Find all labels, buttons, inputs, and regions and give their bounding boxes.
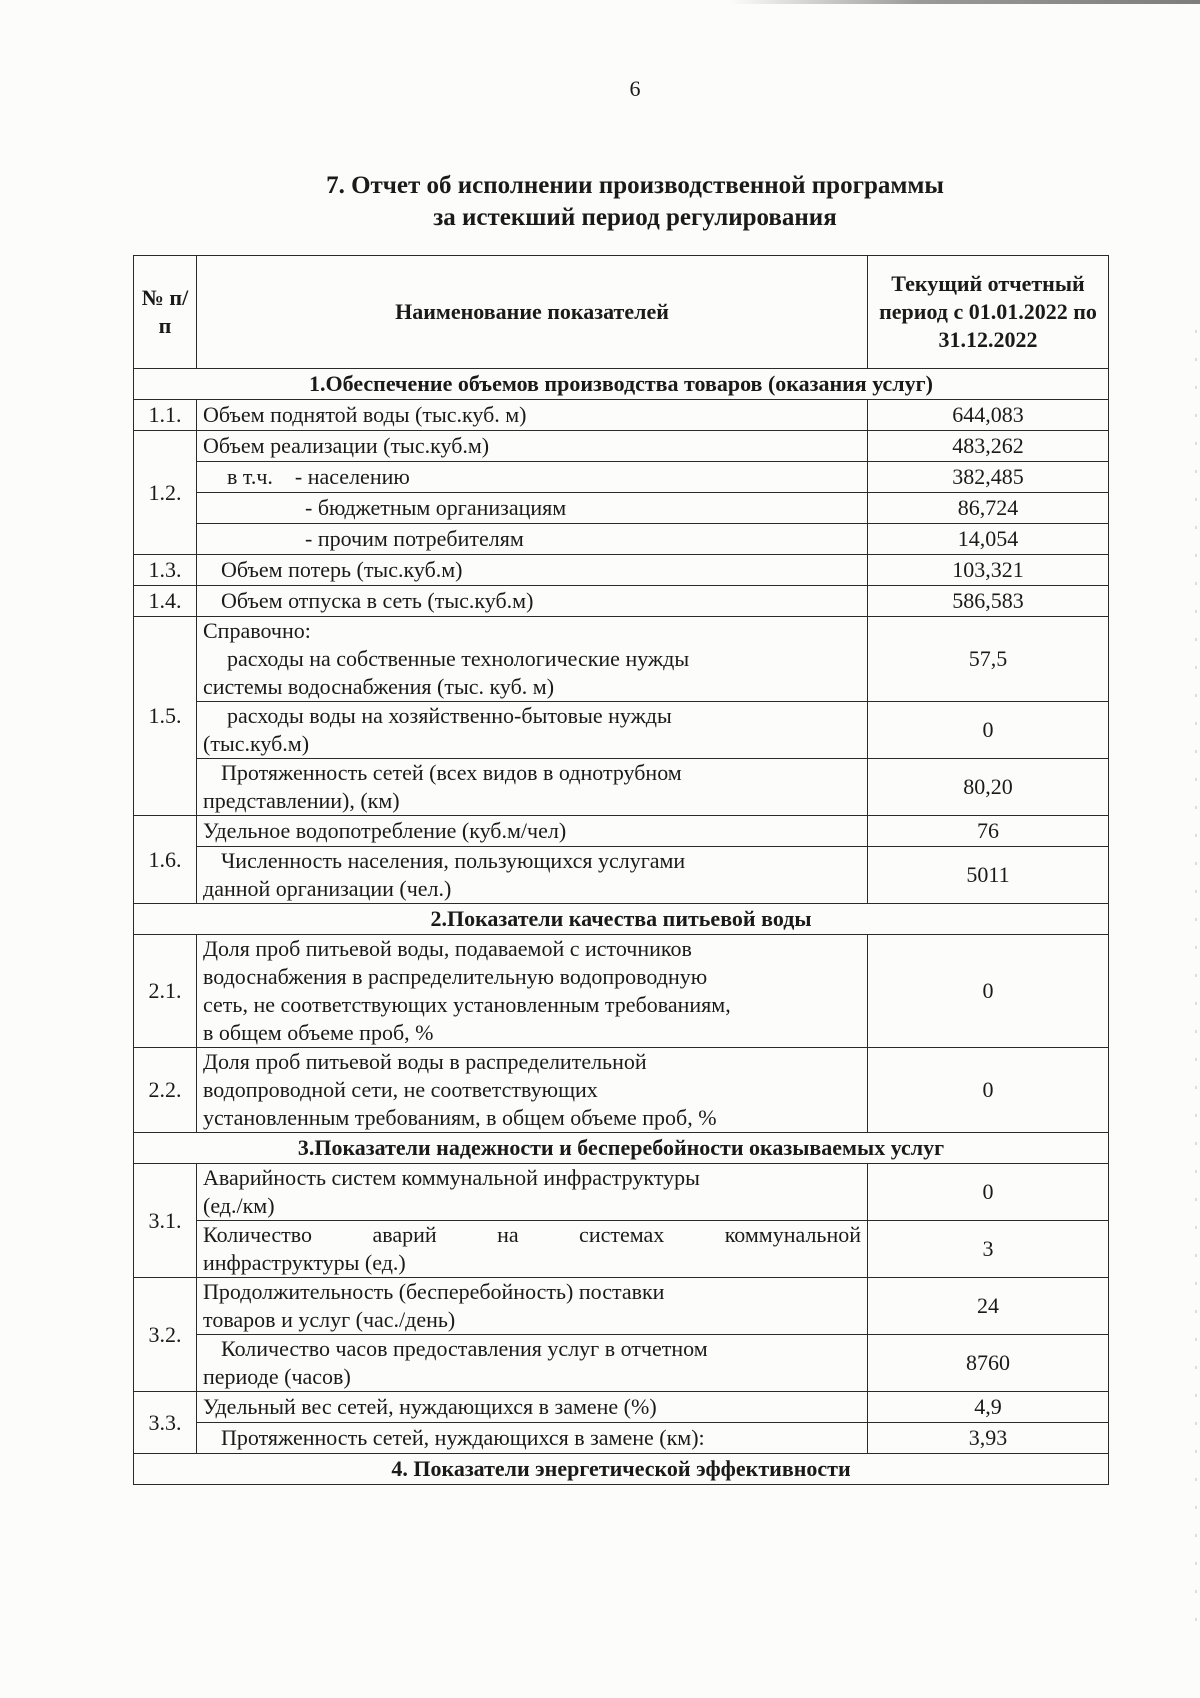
row-name: в т.ч. - населению	[197, 462, 868, 493]
row-name	[197, 935, 868, 1048]
section-row-2	[134, 904, 1109, 935]
row-number: 1.5.	[134, 617, 197, 816]
table-row	[134, 1423, 1109, 1454]
table-row	[134, 400, 1109, 431]
row-number: 2.2.	[134, 1048, 197, 1133]
row-name-line: Аварийность систем коммунальной инфраструктуры	[203, 1165, 700, 1190]
row-value: 3	[868, 1221, 1109, 1278]
row-name: Объем отпуска в сеть (тыс.куб.м)	[197, 586, 868, 617]
production-program-report-table	[133, 255, 1109, 1485]
row-name-line: в общем объеме проб, %	[203, 1020, 434, 1045]
table-row	[134, 493, 1109, 524]
row-value: 0	[868, 702, 1109, 759]
row-label: Справочно:	[203, 618, 311, 643]
row-name-line: данной организации (чел.)	[203, 876, 452, 901]
table-row	[134, 1335, 1109, 1392]
row-value: 57,5	[868, 617, 1109, 702]
section-row-1	[134, 369, 1109, 400]
row-number: 1.6.	[134, 816, 197, 904]
row-number: 1.1.	[134, 400, 197, 431]
table-row	[134, 617, 1109, 702]
section-heading: 4. Показатели энергетической эффективности	[134, 1454, 1109, 1485]
row-name-line: периоде (часов)	[203, 1364, 351, 1389]
row-name-line: Продолжительность (бесперебойность) поставки	[203, 1279, 665, 1304]
header-current-period: Текущий отчетный период с 01.01.2022 по 31.12.2022	[868, 256, 1109, 369]
section-heading: 1.Обеспечение объемов производства товаров (оказания услуг)	[134, 369, 1109, 400]
row-name-line: (ед./км)	[203, 1193, 275, 1218]
row-name: Объем поднятой воды (тыс.куб. м)	[197, 400, 868, 431]
table-row	[134, 1048, 1109, 1133]
table-row	[134, 702, 1109, 759]
row-value: 382,485	[868, 462, 1109, 493]
scan-margin-artifact	[1195, 330, 1197, 1630]
row-name: Протяженность сетей, нуждающихся в замене (км):	[197, 1423, 868, 1454]
row-name-line: расходы воды на хозяйственно-бытовые нужды	[227, 703, 672, 728]
row-name-line: расходы на собственные технологические нужды	[227, 646, 690, 671]
row-name-line: Численность населения, пользующихся услугами	[221, 848, 686, 873]
header-number: № п/п	[134, 256, 197, 369]
table-row	[134, 935, 1109, 1048]
row-value: 8760	[868, 1335, 1109, 1392]
row-value: 0	[868, 1048, 1109, 1133]
scan-edge-artifact	[730, 0, 1200, 4]
row-value: 0	[868, 1164, 1109, 1221]
row-name	[197, 1335, 868, 1392]
row-name: Удельное водопотребление (куб.м/чел)	[197, 816, 868, 847]
row-name: - прочим потребителям	[197, 524, 868, 555]
row-number: 3.3.	[134, 1392, 197, 1454]
row-value: 5011	[868, 847, 1109, 904]
row-name-line: Количество аварий на системах коммунальной	[203, 1222, 861, 1247]
table-row	[134, 759, 1109, 816]
row-value: 3,93	[868, 1423, 1109, 1454]
row-value: 76	[868, 816, 1109, 847]
row-name	[197, 759, 868, 816]
row-name-line: Доля проб питьевой воды в распределительной	[203, 1049, 647, 1074]
row-name: Объем потерь (тыс.куб.м)	[197, 555, 868, 586]
row-name-line: инфраструктуры (ед.)	[203, 1250, 406, 1275]
section-title-line-1: 7. Отчет об исполнении производственной программы	[326, 172, 944, 199]
section-heading: 2.Показатели качества питьевой воды	[134, 904, 1109, 935]
row-name-line: системы водоснабжения (тыс. куб. м)	[203, 674, 555, 699]
row-name	[197, 1164, 868, 1221]
section-row-3	[134, 1133, 1109, 1164]
row-name-line: товаров и услуг (час./день)	[203, 1307, 456, 1332]
table-row	[134, 524, 1109, 555]
row-number: 3.1.	[134, 1164, 197, 1278]
row-name	[197, 702, 868, 759]
table-row	[134, 1278, 1109, 1335]
table-row	[134, 847, 1109, 904]
row-number: 2.1.	[134, 935, 197, 1048]
row-name-line: (тыс.куб.м)	[203, 731, 310, 756]
header-indicator-name: Наименование показателей	[197, 256, 868, 369]
row-name-line: водоснабжения в распределительную водопроводную	[203, 964, 708, 989]
row-name: - бюджетным организациям	[197, 493, 868, 524]
row-name	[197, 617, 868, 702]
row-number: 1.3.	[134, 555, 197, 586]
row-name	[197, 847, 868, 904]
section-title-line-2: за истекший период регулирования	[433, 204, 837, 231]
row-name-line: представлении), (км)	[203, 788, 400, 813]
row-value: 103,321	[868, 555, 1109, 586]
row-name	[197, 1221, 868, 1278]
row-name: Объем реализации (тыс.куб.м)	[197, 431, 868, 462]
section-row-4	[134, 1454, 1109, 1485]
table-row	[134, 586, 1109, 617]
table-row	[134, 555, 1109, 586]
page-number: 6	[629, 76, 641, 101]
row-name-line: Количество часов предоставления услуг в отчетном	[221, 1336, 708, 1361]
row-value: 0	[868, 935, 1109, 1048]
row-number: 1.2.	[134, 431, 197, 555]
row-name: Удельный вес сетей, нуждающихся в замене (%)	[197, 1392, 868, 1423]
row-name	[197, 1048, 868, 1133]
row-name-line: водопроводной сети, не соответствующих	[203, 1077, 598, 1102]
row-value: 644,083	[868, 400, 1109, 431]
row-name-line: установленным требованиям, в общем объеме проб, %	[203, 1105, 717, 1130]
row-number: 1.4.	[134, 586, 197, 617]
row-value: 24	[868, 1278, 1109, 1335]
row-number: 3.2.	[134, 1278, 197, 1392]
table-row	[134, 816, 1109, 847]
row-value: 86,724	[868, 493, 1109, 524]
row-name-line: сеть, не соответствующих установленным требованиям,	[203, 992, 731, 1017]
row-value: 586,583	[868, 586, 1109, 617]
section-title	[0, 170, 1200, 234]
table-header-row	[134, 256, 1109, 369]
row-value: 80,20	[868, 759, 1109, 816]
table-row	[134, 1164, 1109, 1221]
table-row	[134, 1392, 1109, 1423]
table-row	[134, 462, 1109, 493]
section-heading: 3.Показатели надежности и бесперебойности оказываемых услуг	[134, 1133, 1109, 1164]
row-name	[197, 1278, 868, 1335]
row-value: 483,262	[868, 431, 1109, 462]
table-row	[134, 431, 1109, 462]
row-name-line: Доля проб питьевой воды, подаваемой с источников	[203, 936, 692, 961]
row-value: 14,054	[868, 524, 1109, 555]
row-value: 4,9	[868, 1392, 1109, 1423]
row-name-line: Протяженность сетей (всех видов в однотрубном	[221, 760, 682, 785]
table-row	[134, 1221, 1109, 1278]
